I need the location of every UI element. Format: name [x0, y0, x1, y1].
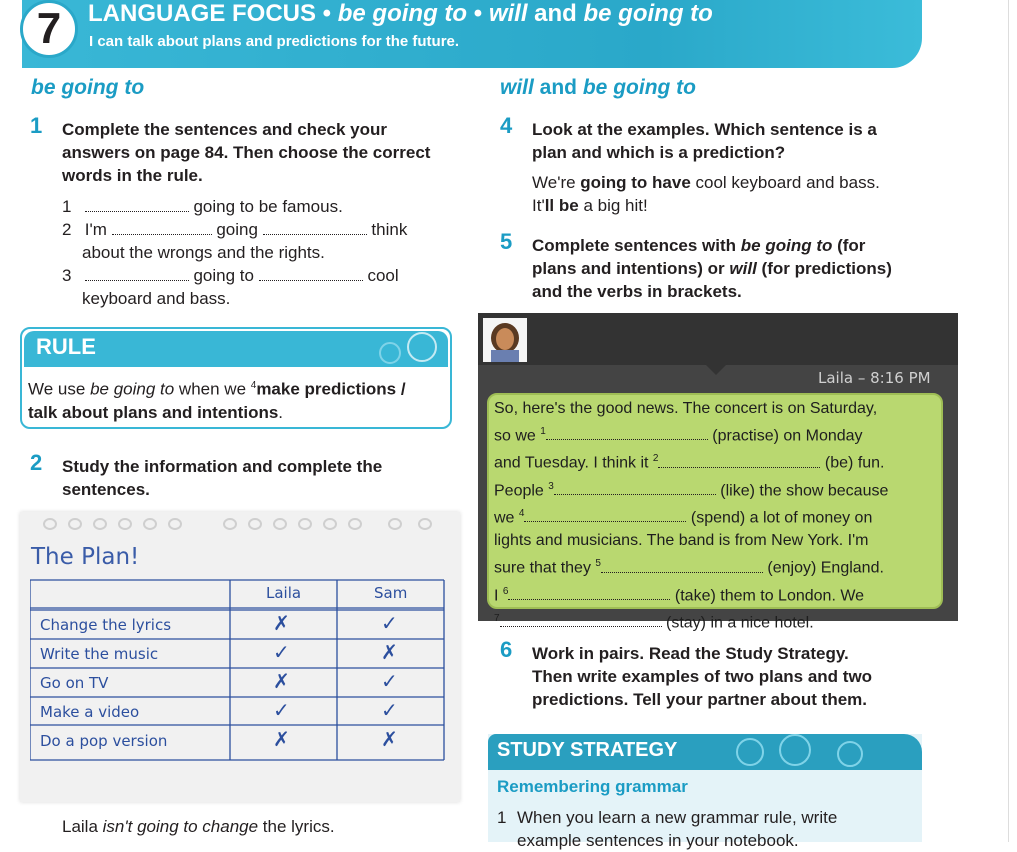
gap-number: 4 [518, 507, 525, 519]
gap-number: 7 [494, 612, 500, 624]
chat-line [494, 397, 939, 420]
chat-text: (be) fun. [820, 454, 885, 472]
instruction-line: Look at the examples. Which sentence is a [532, 120, 877, 139]
rule-text-part: We use [28, 379, 91, 399]
rule-text [28, 374, 448, 424]
exercise-4-examples [532, 171, 952, 217]
plan-mark: ✓ [381, 698, 398, 722]
chat-timestamp: Laila – 8:16 PM [818, 369, 931, 387]
item-text: going to [193, 266, 254, 285]
chat-text: (practise) on Monday [707, 427, 863, 445]
chat-text: (stay) in a nice hotel. [661, 614, 814, 632]
exercise-1-number: 1 [30, 113, 43, 138]
item-text: going [216, 220, 258, 239]
strategy-decoration-icon [700, 734, 920, 770]
unit-number-badge [20, 0, 78, 58]
chat-text: we [494, 509, 519, 527]
plan-mark: ✓ [381, 611, 398, 635]
rule-text-part: when we [174, 379, 251, 399]
example-part: Laila [62, 817, 103, 836]
blank-field[interactable] [524, 509, 686, 522]
chat-line [494, 607, 939, 634]
item-text: think [371, 220, 408, 239]
example-part: isn't going to change [102, 817, 259, 836]
strategy-text: When you learn a new grammar rule, write [517, 808, 838, 827]
chat-text: (spend) a lot of money on [686, 509, 873, 527]
exercise-6-instruction [532, 642, 952, 711]
study-strategy-subtitle: Remembering grammar [497, 777, 688, 796]
title-part: • [467, 0, 489, 27]
item-text: I'm [84, 220, 107, 239]
item-number: 3 [62, 266, 72, 285]
instruction-line [532, 234, 952, 257]
blank-field[interactable] [554, 482, 716, 495]
plan-title: The Plan! [31, 544, 140, 570]
chat-text: so we [494, 427, 541, 445]
instruction-line: words in the rule. [62, 166, 203, 185]
plan-row-label: Write the music [40, 645, 159, 663]
exercise-2-number: 2 [30, 450, 43, 475]
item-text: cool [367, 266, 399, 285]
rule-option[interactable]: talk about plans and intentions [28, 402, 279, 422]
plan-row-label: Make a video [40, 703, 140, 721]
strategy-line [497, 806, 917, 829]
plan-mark: ✓ [273, 640, 290, 664]
gap-number: 2 [652, 453, 659, 465]
plan-mark: ✓ [381, 669, 398, 693]
exercise-2-instruction [62, 455, 442, 501]
plan-row-label: Do a pop version [40, 732, 168, 750]
blank-field[interactable] [601, 560, 763, 573]
chat-line [494, 502, 939, 529]
exercise-1-item [62, 195, 462, 218]
instruction-line: and the verbs in brackets. [532, 282, 742, 301]
chat-text: (take) them to London. We [670, 586, 865, 604]
plan-mark: ✗ [273, 611, 290, 635]
example-line [532, 171, 952, 194]
title-part: be going to [583, 0, 713, 27]
strategy-text: example sentences in your notebook. [517, 831, 799, 850]
blank-field[interactable] [658, 455, 820, 468]
exercise-5-number: 5 [500, 229, 513, 254]
chat-text: and Tuesday. I think it [494, 454, 653, 472]
blank-field[interactable] [85, 199, 189, 212]
example-part: It' [532, 196, 545, 215]
instruction-line: sentences. [62, 480, 150, 499]
chat-message-text [494, 397, 939, 634]
item-text: about the wrongs and the rights. [82, 243, 325, 262]
gap-number: 6 [502, 585, 509, 597]
plan-column-laila: Laila [266, 584, 302, 602]
instruction-line: Work in pairs. Read the Study Strategy. [532, 644, 849, 663]
exercise-1-item [62, 218, 462, 241]
section-title-part: be going to [582, 76, 697, 99]
blank-field[interactable] [546, 427, 708, 440]
title-part: will [488, 0, 528, 27]
rule-option[interactable]: make predictions / [256, 379, 406, 399]
instruction-part: (for predictions) [756, 259, 892, 278]
instruction-part: (for [832, 236, 866, 255]
spiral-binding-icon [30, 515, 450, 533]
example-part: cool keyboard and bass. [690, 173, 880, 192]
exercise-1-items [62, 195, 462, 310]
plan-row-label: Change the lyrics [40, 616, 172, 634]
exercise-1-instruction [62, 118, 462, 187]
title-part: LANGUAGE FOCUS • [88, 0, 338, 27]
chat-text: (like) the show because [715, 481, 889, 499]
blank-field[interactable] [259, 268, 363, 281]
item-number: 1 [497, 808, 507, 827]
exercise-1-item [62, 264, 462, 287]
chat-pointer-icon [704, 363, 728, 377]
title-part: be going to [337, 0, 468, 27]
blank-field[interactable] [508, 587, 670, 600]
page-title [88, 0, 713, 28]
example-part: going to have [580, 173, 691, 192]
instruction-line: Complete the sentences and check your [62, 120, 387, 139]
chat-line [494, 580, 939, 607]
rule-text-part: . [278, 402, 284, 422]
chat-header [478, 313, 958, 365]
example-sentence [62, 815, 335, 838]
instruction-part: Complete sentences with [532, 236, 741, 255]
rule-title: RULE [36, 334, 96, 359]
instruction-line: answers on page 84. Then choose the correct [62, 143, 431, 162]
instruction-part: be going to [740, 236, 833, 255]
rule-text-part: 4 [250, 380, 257, 391]
blank-field[interactable] [112, 222, 212, 235]
exercise-4-instruction [532, 118, 952, 164]
blank-field[interactable] [500, 614, 662, 627]
gap-number: 3 [548, 480, 554, 492]
blank-field[interactable] [85, 268, 189, 281]
plan-mark: ✗ [273, 669, 290, 693]
instruction-part: will [729, 259, 757, 278]
instruction-line: Then write examples of two plans and two [532, 667, 873, 686]
item-text: going to be famous. [193, 197, 343, 216]
exercise-6-number: 6 [500, 637, 513, 662]
avatar[interactable] [483, 318, 527, 362]
blank-field[interactable] [263, 222, 367, 235]
plan-mark: ✗ [381, 727, 398, 751]
girl-avatar-icon [483, 318, 527, 362]
chat-text: I [494, 586, 503, 604]
chat-text: lights and musicians. The band is from New York. I'm [494, 532, 869, 550]
title-part: and [527, 0, 584, 27]
instruction-line: plan and which is a prediction? [532, 143, 786, 162]
instruction-line: Study the information and complete the [62, 457, 383, 476]
gap-number: 1 [540, 426, 546, 437]
chat-line [494, 475, 939, 502]
unit-number: 7 [36, 4, 62, 53]
example-line [532, 194, 952, 217]
page-subtitle: I can talk about plans and predictions for the future. [89, 33, 460, 50]
section-title-part: will [500, 76, 534, 99]
example-part: the lyrics. [258, 817, 335, 836]
item-text: keyboard and bass. [82, 289, 231, 308]
instruction-part: plans and intentions) or [532, 259, 730, 278]
study-strategy-item [497, 806, 917, 852]
plan-mark: ✗ [273, 727, 290, 751]
chat-line [494, 529, 939, 552]
chat-line [494, 420, 939, 447]
example-part: We're [532, 173, 581, 192]
plan-mark: ✗ [381, 640, 398, 664]
gap-number: 5 [595, 558, 601, 570]
instruction-line [532, 257, 952, 280]
chat-text: sure that they [494, 559, 596, 577]
plan-column-sam: Sam [374, 584, 408, 602]
plan-row-label: Go on TV [40, 674, 109, 692]
example-part: ll be [544, 196, 579, 215]
plan-mark: ✓ [273, 698, 290, 722]
rule-text-part: be going to [90, 379, 175, 399]
chat-line [494, 552, 939, 579]
exercise-5-instruction [532, 234, 952, 303]
section-title-be-going-to: be going to [31, 76, 145, 99]
section-title-will-and-be-going-to [500, 76, 696, 100]
chat-text: So, here's the good news. The concert is on Saturday, [494, 400, 878, 417]
rule-decoration-icon [360, 331, 450, 367]
item-number: 2 [62, 220, 72, 239]
example-part: a big hit! [578, 196, 648, 215]
chat-text: People [494, 481, 549, 499]
section-title-part: and [533, 76, 583, 99]
study-strategy-title: STUDY STRATEGY [497, 739, 678, 761]
instruction-line: predictions. Tell your partner about them. [532, 690, 868, 709]
chat-text: (enjoy) England. [762, 559, 884, 577]
item-number: 1 [62, 197, 72, 216]
page-edge [1008, 0, 1009, 842]
exercise-4-number: 4 [500, 113, 513, 138]
chat-line [494, 447, 939, 474]
